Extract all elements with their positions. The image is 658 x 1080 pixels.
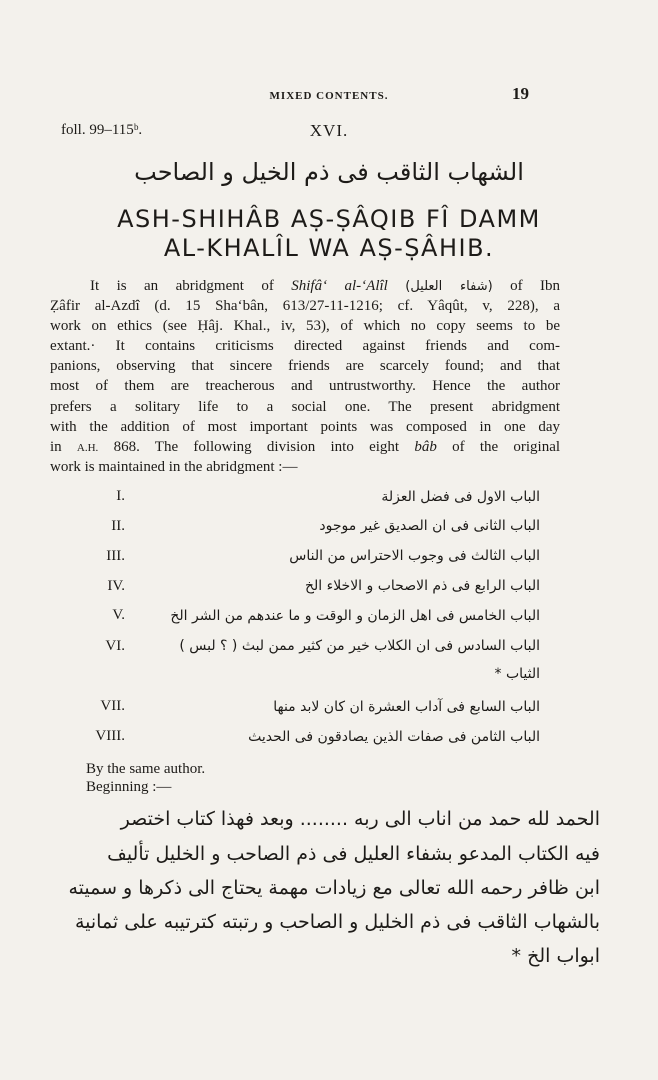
- chapter-number: VI.: [105, 638, 125, 654]
- beginning-label: Beginning :—: [86, 779, 172, 795]
- chapter-arabic: الباب الاول فى فضل العزلة: [381, 489, 540, 505]
- chapter-number: IV.: [107, 578, 125, 594]
- section-number: XVI.: [309, 121, 349, 140]
- chapter-arabic: الباب الثانى فى ان الصديق غير موجود: [319, 518, 540, 534]
- beginning-arabic-line: ابواب الخ *: [511, 945, 600, 967]
- work-title: Shifâ‘ al-‘Alîl: [291, 278, 388, 294]
- description-line: It is an abridgment of Shifâ‘ al-‘Alîl (شفاء العليل) of Ibn: [90, 278, 560, 294]
- description-line: work is maintained in the abridgment :—: [50, 458, 298, 475]
- beginning-arabic-line: ابن ظافر رحمه الله تعالى مع زيادات مهمة يحتاج الى ذكرها و سميته: [68, 877, 600, 899]
- description-line: panions, observing that sincere friends are scarcely found; and that: [50, 358, 560, 375]
- running-head: MIXED CONTENTS.: [269, 90, 389, 102]
- description-line: work on ethics (see Ḥâj. Khal., iv, 53), of which no copy seems to be: [50, 318, 560, 335]
- arabic-title: الشهاب الثاقب فى ذم الخيل و الصاحب: [134, 158, 524, 186]
- beginning-arabic-line: بالشهاب الثاقب فى ذم الخليل و الصاحب و رتبته كترتيبه على ثمانية: [74, 911, 600, 933]
- chapter-number: VII.: [100, 698, 125, 714]
- transliterated-title-line-1: ASH-SHIHÂB AṢ-ṢÂQIB FÎ DAMM: [117, 205, 541, 233]
- description-line: extant.· It contains criticisms directed against friends and com-: [50, 338, 560, 355]
- description-line: with the addition of most important points was composed in one day: [50, 418, 560, 435]
- bab-term: bâb: [414, 438, 437, 455]
- chapter-arabic: الباب الخامس فى اهل الزمان و الوقت و ما عندهم من الشر الخ: [170, 608, 540, 624]
- description-line: Ẓâfir al-Azdî (d. 15 Sha‘bân, 613/27-11-1216; cf. Yâqût, v, 228), a: [50, 298, 560, 315]
- beginning-arabic-line: فيه الكتاب المدعو بشفاء العليل فى ذم الصاحب و الخليل تأليف: [107, 843, 600, 865]
- anno-hegirae: A.H.: [76, 441, 99, 454]
- chapter-arabic: الباب الرابع فى ذم الاصحاب و الاخلاء الخ: [304, 578, 540, 594]
- folio-reference: foll. 99–115ᵇ.: [61, 122, 143, 138]
- arabic-inline-title: (شفاء العليل): [405, 279, 493, 294]
- chapter-number: II.: [111, 518, 125, 534]
- page-number: 19: [512, 84, 529, 103]
- description-line: prefers a solitary life to a social one. The present abridgment: [50, 398, 560, 415]
- beginning-arabic-line: الحمد لله حمد من اناب الى ربه ........ وبعد فهذا كتاب اختصر: [120, 808, 600, 830]
- chapter-number: I.: [116, 488, 125, 504]
- by-same-author: By the same author.: [86, 761, 206, 777]
- chapter-number: VIII.: [95, 728, 125, 744]
- description-line: in A.H. 868. The following division into eight bâb of the original: [50, 438, 560, 455]
- chapter-number: III.: [106, 548, 125, 564]
- chapter-arabic: الباب السادس فى ان الكلاب خير من كثير ممن لبث ( ؟ لبس ): [179, 638, 540, 654]
- chapter-arabic: الباب الثالث فى وجوب الاحتراس من الناس: [289, 548, 540, 564]
- chapter-number: V.: [112, 607, 125, 623]
- description-line: most of them are treacherous and untrustworthy. Hence the author: [50, 378, 560, 395]
- transliterated-title-line-2: AL-KHALÎL WA AṢ-ṢÂHIB.: [163, 234, 495, 262]
- chapter-arabic: الباب الثامن فى صفات الذين يصادقون فى الحديث: [248, 729, 540, 745]
- chapter-arabic: الباب السابع فى آداب العشرة ان كان لابد منها: [273, 699, 540, 715]
- description-paragraph: [50, 276, 560, 477]
- chapter-arabic-continuation: الثياب *: [494, 666, 540, 682]
